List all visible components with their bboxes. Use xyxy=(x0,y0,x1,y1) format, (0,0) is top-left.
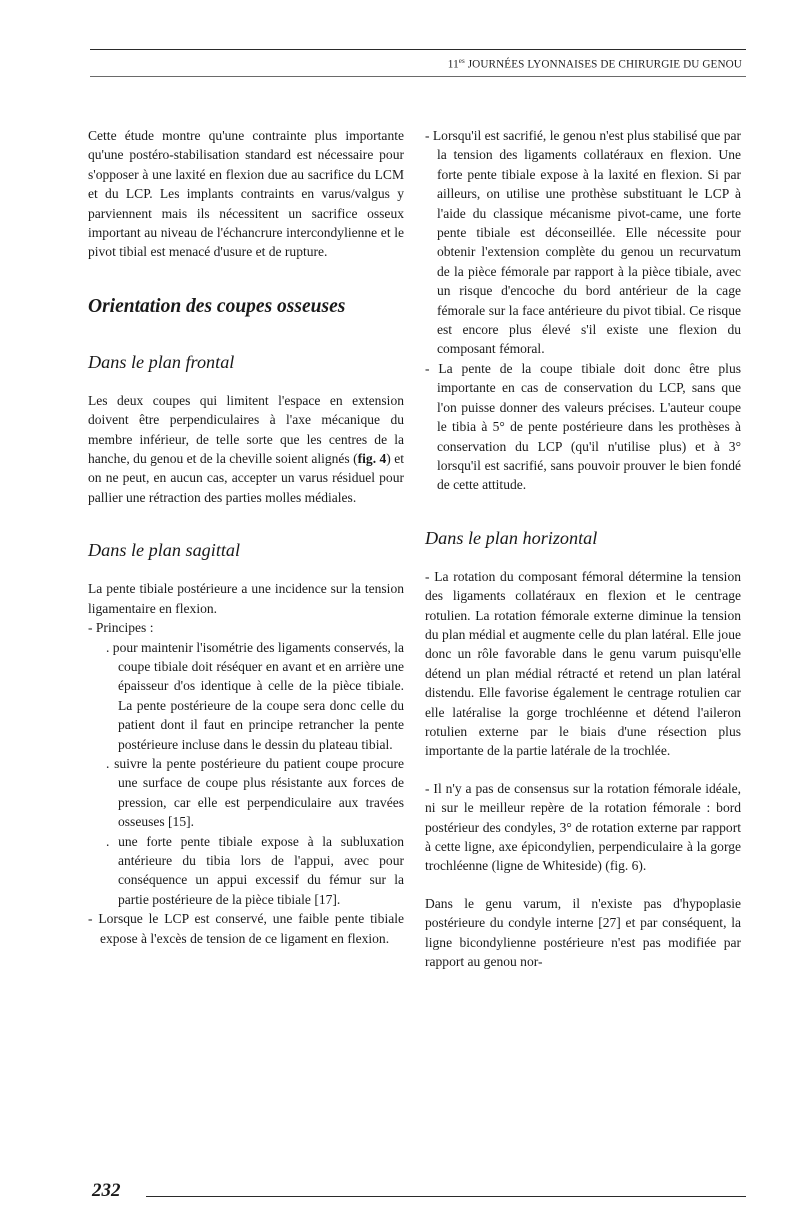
footer-rule xyxy=(146,1196,746,1197)
left-column xyxy=(88,126,404,948)
header-rule xyxy=(90,76,746,77)
page-number: 232 xyxy=(92,1180,121,1201)
principle-item: . pour maintenir l'isométrie des ligaments conservés, la coupe tibiale doit réséquer en avant et en arrière une épaisseur d'os identique à celle de la pièce tibiale. La pente postérieure de la coupe sera donc celle du patient dont il faut en principe retrancher la pente postérieure incluse dans le dessin du plateau tibial. xyxy=(106,639,404,752)
subsection-horizontal-title: Dans le plan horizontal xyxy=(425,527,598,548)
principle-item: . suivre la pente postérieure du patient coupe procure une surface de coupe plus résistante aux forces de pression, car elle est perpendiculaire aux travées osseuses [15]. xyxy=(106,755,404,830)
frontal-text-after: ) et on ne peut, en aucun cas, accepter un varus résiduel pour pallier une rétraction des parties molles médiales. xyxy=(88,451,404,505)
header-title: JOURNÉES LYONNAISES DE CHIRURGIE DU GENOU xyxy=(467,58,742,71)
rotation-paragraph: - La rotation du composant fémoral détermine la tension des ligaments collatéraux en flexion et le centrage rotulien. La rotation fémorale externe diminue la tension du plan médial et augmente celle du plan latéral. Elle joue donc un rôle favorable dans le genu varum puisqu'elle détend un plan médial rétracté et retend un plan latéral distendu. Elle favorise également le centrage rotulien car elle latéralise la gorge trochléenne et détend l'aileron rotulien externe par le biais d'une résection plus importante de la partie latérale de la trochlée. xyxy=(425,568,741,759)
frontal-paragraph xyxy=(88,391,404,507)
consensus-paragraph: - Il n'y a pas de consensus sur la rotation fémorale idéale, ni sur le meilleur repère de la rotation fémorale : bord postérieur des condyles, 3° de rotation externe par rapport à cette ligne, axe épicondylien, perpendiculaire à la gorge trochléenne (ligne de Whiteside) (fig. 6). xyxy=(425,780,741,874)
section-title: Orientation des coupes osseuses xyxy=(88,295,346,317)
header-ordinal-suffix: es xyxy=(458,57,465,65)
running-header xyxy=(448,57,742,71)
principle-item: . une forte pente tibiale expose à la subluxation antérieure du tibia lors de l'appui, avec pour conséquence un appui excessif du fémur sur la partie postérieure de la pièce tibiale [17]. xyxy=(106,833,404,907)
header-ordinal: 11 xyxy=(447,58,459,71)
subsection-frontal-title: Dans le plan frontal xyxy=(88,351,235,372)
intro-paragraph: Cette étude montre qu'une contrainte plus importante qu'une postéro-stabilisation standard est nécessaire pour s'opposer à une laxité en flexion due au sacrifice du LCM et du LCP. Les implants contraints en varus/valgus y parviennent mais ils nécessitent un sacrifice osseux important au niveau de l'échancrure intercondylienne et le pivot tibial est menacé d'usure et de rupture. xyxy=(88,128,404,260)
right-column xyxy=(425,126,741,971)
subsection-sagittal-title: Dans le plan sagittal xyxy=(88,540,241,561)
principles-label: - Principes : xyxy=(88,620,154,636)
varum-paragraph: Dans le genu varum, il n'existe pas d'hypoplasie postérieure du condyle interne [27] et par conséquent, la ligne bicondylienne postérieure n'est pas modifiée par rapport au genou nor- xyxy=(425,895,741,970)
tibial-slope-item: - La pente de la coupe tibiale doit donc être plus importante en cas de conservation du LCP, sans que l'on puisse donner des valeurs précises. L'auteur coupe le tibia à 5° de pente postérieure dans les prothèses à conservation du LCP (qu'il n'utilise plus) et à 3° lorsqu'il est sacrifié, sans pouvoir prouver le bien fondé de cette attitude. xyxy=(425,360,741,493)
figure-reference: fig. 4 xyxy=(357,451,387,467)
lcp-conserved-item: - Lorsque le LCP est conservé, une faible pente tibiale expose à l'excès de tension de ce ligament en flexion. xyxy=(88,911,404,946)
lcp-sacrificed-item: - Lorsqu'il est sacrifié, le genou n'est plus stabilisé que par la tension des ligaments collatéraux en flexion. Une forte pente tibiale expose à la laxité en flexion. Si par ailleurs, on utilise une prothèse substituant le LCP à l'aide du classique mécanisme pivot-came, une forte pente tibiale est déconseillée. Elle nécessite pour obtenir l'extension complète du genou un recurvatum de la pièce fémorale par rapport à la pièce tibiale, avec un risque d'encoche du bord antérieur de la cage fémorale sur la face antérieure du pivot tibial. Ce risque est encore plus élevé s'il existe une flexion du composant fémoral. xyxy=(425,128,742,357)
top-rule xyxy=(90,49,746,50)
frontal-text-before: Les deux coupes qui limitent l'espace en extension doivent être perpendiculaires à l'axe mécanique du membre inférieur, de telle sorte que les centres de la hanche, du genou et de la cheville soient alignés ( xyxy=(88,392,404,467)
sagittal-lead: La pente tibiale postérieure a une incidence sur la tension ligamentaire en flexion. xyxy=(88,581,404,616)
